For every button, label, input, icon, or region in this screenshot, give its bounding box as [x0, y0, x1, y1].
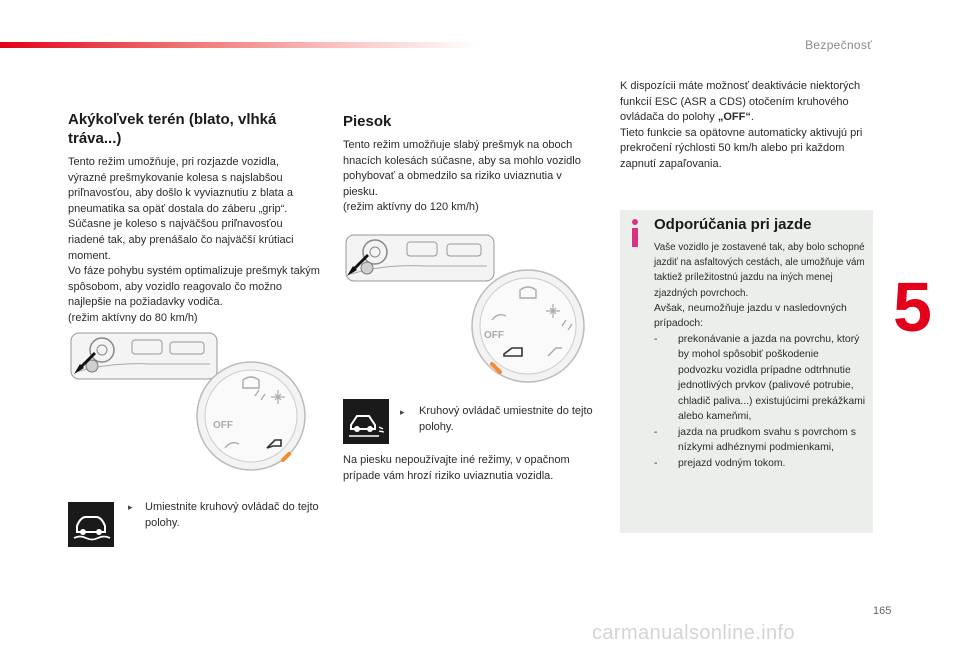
middle-instruction: Kruhový ovládač umiestnite do tejto polohy.: [419, 405, 593, 433]
watermark: carmanualsonline.info: [592, 622, 795, 644]
pointer-arrow-icon-middle: [345, 252, 371, 278]
right-intro-end: .: [750, 111, 754, 124]
middle-body: [343, 138, 598, 216]
middle-warning: Na piesku nepoužívajte iné režimy, v opačnom prípade vám hrozí riziko uviaznutia vozidla.: [343, 454, 570, 482]
mud-mode-icon-box: [68, 502, 114, 547]
bullet-triangle-icon-middle: ▸: [400, 407, 405, 417]
left-paragraph-1: Tento režim umožňuje, pri rozjazde vozidla, výrazné prešmykovanie kolesa s najslabšou priľnavosťou, aby došlo k vyviaznutiu z blata a pneumatika sa opäť dostala do záberu „grip“. Súčasne je koleso s najväčšou priľnavosťou riadené tak, aby prenášalo čo najväčší krútiaci moment.: [68, 156, 294, 262]
sand-mode-icon: [343, 399, 389, 444]
list-dash: -: [654, 333, 658, 345]
right-intro-paragraph-2: Tieto funkcie sa opätovne automaticky aktivujú pri prekročení rýchlosti 50 km/h alebo pri každom zapnutí zapaľovania.: [620, 126, 863, 170]
list-dash: -: [654, 457, 658, 469]
section-label: Bezpečnosť: [805, 38, 872, 52]
middle-paragraph-1: Tento režim umožňuje slabý prešmyk na oboch hnacích kolesách súčasne, aby sa mohlo vozidlo pohybovať a obmedzilo sa riziko uviaznutia v piesku.: [343, 139, 581, 198]
dial-off-label-middle: OFF: [484, 330, 504, 341]
bullet-triangle-icon: ▸: [128, 502, 133, 512]
advice-paragraph-1: Vaše vozidlo je zostavené tak, aby bolo schopné jazdiť na asfaltových cestách, ale umožňuje vám taktiež príležitostnú jazdu na iných menej zjazdných povrchoch.: [654, 242, 865, 299]
right-intro-paragraph: [620, 79, 878, 126]
right-intro-off: „OFF“: [717, 111, 751, 124]
advice-item-text: jazda na prudkom svahu s povrchom s nízkymi adhéznymi podmienkami,: [678, 426, 856, 454]
sand-mode-icon-box: [343, 399, 389, 444]
left-paragraph-2: Vo fáze pohybu systém optimalizuje prešmyk takým spôsobom, aby vozidlo reagovalo čo možno najlepšie na požiadavky vodiča.: [68, 265, 320, 309]
left-title: Akýkoľvek terén (blato, vlhká tráva...): [68, 111, 277, 147]
dial-off-label-left: OFF: [213, 420, 233, 431]
advice-paragraph-2: Avšak, neumožňuje jazdu v nasledovných prípadoch:: [654, 302, 847, 330]
middle-title: Piesok: [343, 113, 392, 130]
mud-mode-icon: [68, 502, 114, 547]
left-instruction: Umiestnite kruhový ovládač do tejto polohy.: [145, 501, 319, 529]
advice-item-text: prejazd vodným tokom.: [678, 457, 786, 469]
right-intro: [620, 79, 878, 173]
left-paragraph-3: (režim aktívny do 80 km/h): [68, 311, 198, 324]
advice-box: [620, 210, 873, 533]
pointer-arrow-icon: [72, 350, 98, 376]
mode-dial-left: [195, 360, 307, 472]
advice-list-item: [654, 425, 866, 456]
page-number: 165: [873, 605, 892, 617]
chapter-number: 5: [893, 268, 932, 346]
left-body: [68, 155, 320, 327]
advice-list-item: [654, 456, 866, 472]
right-intro-text: K dispozícii máte možnosť deaktivácie niektorých funkcií ESC (ASR a CDS) otočením kruhového ovládača do polohy: [620, 80, 861, 124]
list-dash: -: [654, 426, 658, 438]
middle-paragraph-2: (režim aktívny do 120 km/h): [343, 201, 479, 214]
info-icon: [626, 218, 644, 248]
advice-list-item: [654, 332, 866, 425]
advice-text: [654, 240, 866, 471]
advice-item-text: prekonávanie a jazda na povrchu, ktorý by mohol spôsobiť poškodenie podvozku vozidla prípadne odtrhnutie jednotlivých prvkov (palivové potrubie, chladič paliva...) existujúcimi prekážkami alebo kameňmi,: [678, 333, 866, 423]
advice-title: Odporúčania pri jazde: [654, 216, 812, 233]
header-accent-bar: [0, 42, 480, 48]
mode-dial-middle: [470, 268, 586, 384]
